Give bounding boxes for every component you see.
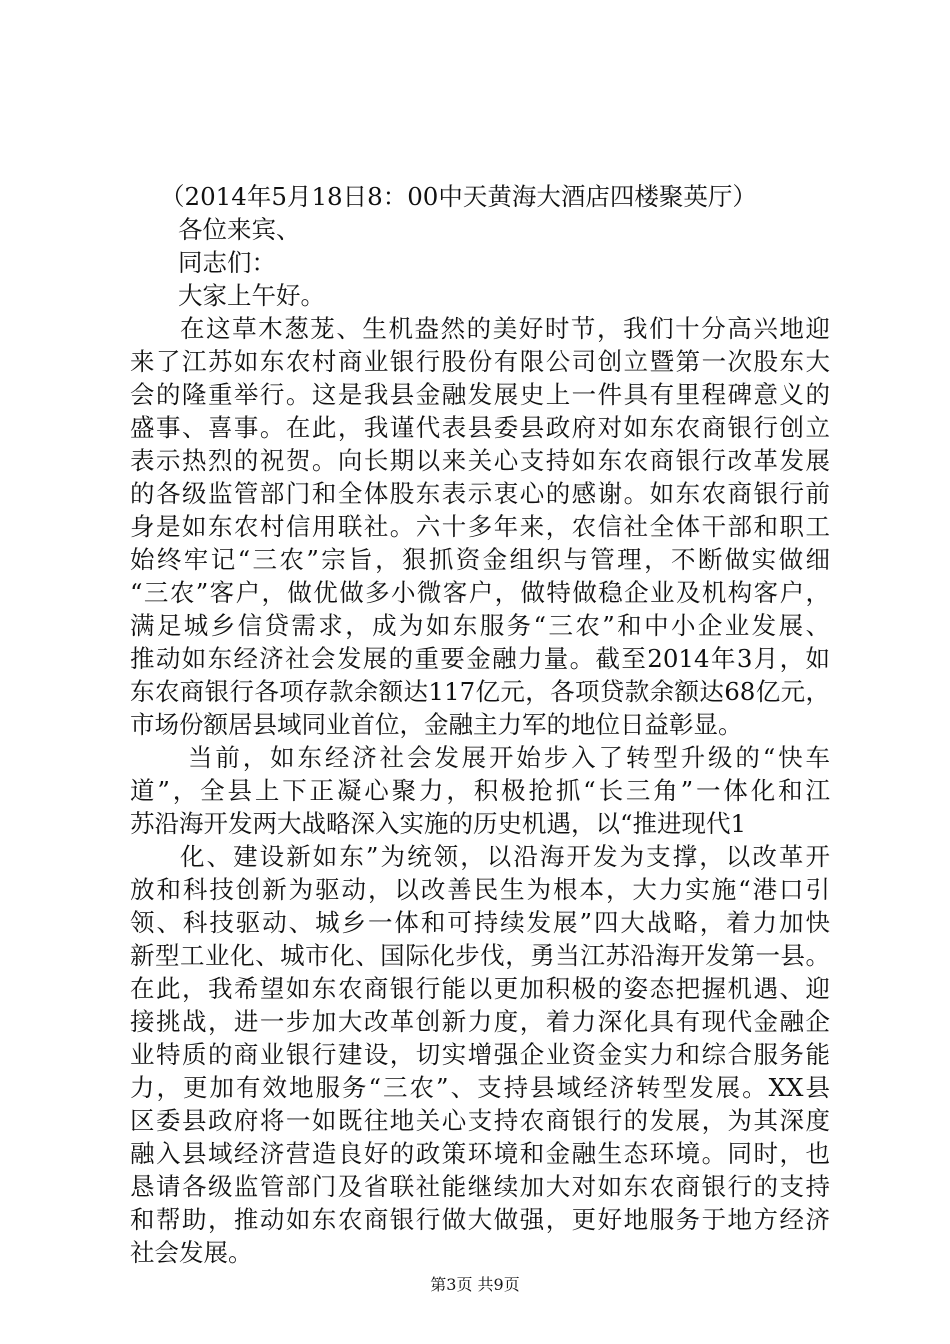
paragraph-line: 表示热烈的祝贺。向长期以来关心支持如东农商银行改革发展	[130, 446, 830, 475]
paragraph-line: 在这草木葱茏、生机盎然的美好时节，我们十分高兴地迎	[180, 314, 830, 343]
paragraph-line: 苏沿海开发两大战略深入实施的历史机遇，以“推进现代1	[130, 809, 747, 838]
paragraph-line: 领、科技驱动、城乡一体和可持续发展”四大战略，着力加快	[130, 908, 830, 937]
paragraph-line: “三农”客户，做优做多小微客户，做特做稳企业及机构客户，	[130, 578, 830, 607]
paragraph-line: 会的隆重举行。这是我县金融发展史上一件具有里程碑意义的	[130, 380, 830, 409]
paragraph-line: 在此，我希望如东农商银行能以更加积极的姿态把握机遇、迎	[130, 974, 830, 1003]
paragraph-line: 区委县政府将一如既往地关心支持农商银行的发展，为其深度	[130, 1106, 830, 1135]
paragraph-line: 始终牢记“三农”宗旨，狠抓资金组织与管理，不断做实做细	[130, 545, 830, 574]
paragraph-line: 融入县域经济营造良好的政策环境和金融生态环境。同时，也	[130, 1139, 830, 1168]
paragraph-line: 东农商银行各项存款余额达117亿元，各项贷款余额达68亿元，	[130, 677, 830, 706]
paragraph-line: 社会发展。	[130, 1238, 253, 1267]
paragraph-line: 放和科技创新为驱动，以改善民生为根本，大力实施“港口引	[130, 875, 830, 904]
greeting-guests: 各位来宾、	[178, 215, 301, 244]
paragraph-line: 和帮助，推动如东农商银行做大做强，更好地服务于地方经济	[130, 1205, 830, 1234]
greeting-morning: 大家上午好。	[178, 281, 325, 310]
meeting-info-line: （2014年5月18日8：00中天黄海大酒店四楼聚英厅）	[160, 182, 757, 211]
page-number-footer: 第3页 共9页	[430, 1275, 520, 1294]
paragraph-line: 化、建设新如东”为统领，以沿海开发为支撑，以改革开	[180, 842, 830, 871]
paragraph-line: 道”，全县上下正凝心聚力，积极抢抓“长三角”一体化和江	[130, 776, 830, 805]
paragraph-line: 新型工业化、城市化、国际化步伐，勇当江苏沿海开发第一县。	[130, 941, 830, 970]
paragraph-line: 推动如东经济社会发展的重要金融力量。截至2014年3月，如	[130, 644, 830, 673]
paragraph-line: 来了江苏如东农村商业银行股份有限公司创立暨第一次股东大	[130, 347, 830, 376]
paragraph-line: 当前，如东经济社会发展开始步入了转型升级的“快车	[188, 743, 830, 772]
paragraph-line: 盛事、喜事。在此，我谨代表县委县政府对如东农商银行创立	[130, 413, 830, 442]
paragraph-line: 力，更加有效地服务“三农”、支持县域经济转型发展。XX县	[130, 1073, 830, 1102]
greeting-comrades: 同志们：	[178, 248, 276, 277]
paragraph-line: 业特质的商业银行建设，切实增强企业资金实力和综合服务能	[130, 1040, 830, 1069]
paragraph-line: 身是如东农村信用联社。六十多年来，农信社全体干部和职工	[130, 512, 830, 541]
paragraph-line: 恳请各级监管部门及省联社能继续加大对如东农商银行的支持	[130, 1172, 830, 1201]
paragraph-line: 满足城乡信贷需求，成为如东服务“三农”和中小企业发展、	[130, 611, 830, 640]
paragraph-line: 接挑战，进一步加大改革创新力度，着力深化具有现代金融企	[130, 1007, 830, 1036]
paragraph-line: 市场份额居县域同业首位，金融主力军的地位日益彰显。	[130, 710, 743, 739]
paragraph-line: 的各级监管部门和全体股东表示衷心的感谢。如东农商银行前	[130, 479, 830, 508]
